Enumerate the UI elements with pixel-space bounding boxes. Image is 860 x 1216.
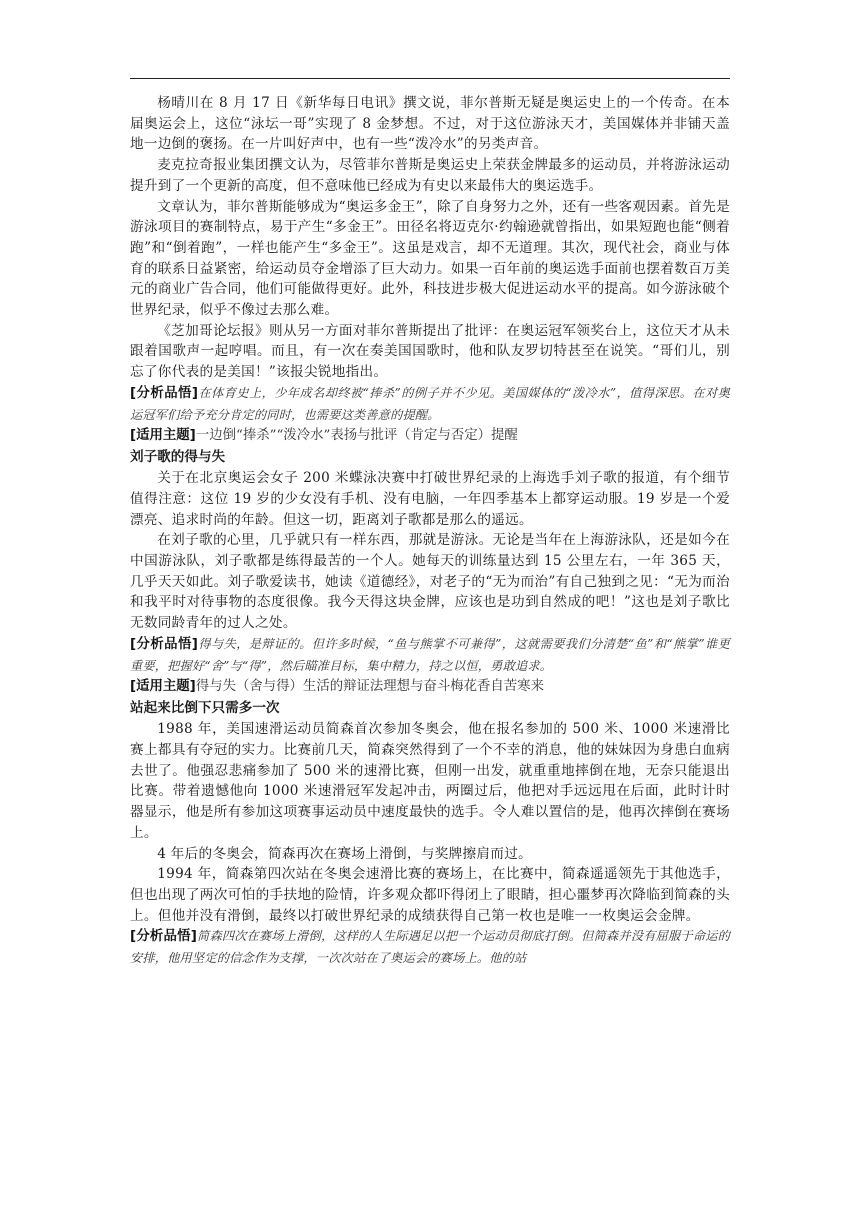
analysis-text: 得与失，是辩证的。但许多时候，“鱼与熊掌不可兼得”，这就需要我们分清楚“鱼”和“熊掌”谁更重要，把握好“舍”与“得”，然后瞄准目标，集中精力，持之以恒，勇敢追求。 — [130, 636, 730, 673]
theme-note — [130, 676, 730, 697]
analysis-text: 在体育史上，少年成名却终被“捧杀”的例子并不少见。美国媒体的“泼冷水”，值得深思。在对奥运冠军们给予充分肯定的同时，也需要这类善意的提醒。 — [130, 385, 730, 422]
analysis-text: 简森四次在赛场上滑倒，这样的人生际遇足以把一个运动员彻底打倒。但简森并没有屈服于命运的安排，他用坚定的信念作为支撑，一次次站在了奥运会的赛场上。他的站 — [130, 929, 730, 966]
header-rule — [130, 78, 730, 79]
section-title: 站起来比倒下只需多一次 — [130, 700, 280, 717]
analysis-tag: [分析品悟] — [130, 929, 198, 945]
analysis-note — [130, 634, 730, 676]
section-phelps — [130, 93, 730, 446]
paragraph: 1988 年，美国速滑运动员简森首次参加冬奥会，他在报名参加的 500 米、1000 米速滑比赛上都具有夺冠的实力。比赛前几天，简森突然得到了一个不幸的消息，他的妹妹因为身患白血病去世了。他强忍悲痛参加了 500 米的速滑比赛，但刚一出发，就重重地摔倒在地，无奈只能退出比赛。带着遗憾他向 1000 米速滑冠军发起冲击，两圈过后，他把对手远远甩在后面，此时计时器显示，他是所有参加这项赛事运动员中速度最快的选手。令人难以置信的是，他再次摔倒在赛场上。 — [130, 721, 730, 841]
theme-note — [130, 425, 730, 446]
paragraph: 《芝加哥论坛报》则从另一方面对菲尔普斯提出了批评：在奥运冠军领奖台上，这位天才从未跟着国歌声一起哼唱。而且，有一次在奏美国国歌时，他和队友罗切特甚至在说笑。“哥们儿，别忘了你代表的是美国！”该报尖锐地指出。 — [130, 322, 730, 381]
paragraph: 关于在北京奥运会女子 200 米蝶泳决赛中打破世界纪录的上海选手刘子歌的报道，有个细节值得注意：这位 19 岁的少女没有手机、没有电脑，一年四季基本上都穿运动服。19 岁是一个爱漂亮、追求时尚的年龄。但这一切，距离刘子歌都是那么的遥远。 — [130, 470, 730, 528]
paragraph: 文章认为，菲尔普斯能够成为“奥运多金王”，除了自身努力之外，还有一些客观因素。首先是游泳项目的赛制特点，易于产生“多金王”。田径名将迈克尔·约翰逊就曾指出，如果短跑也能“侧着跑”和“倒着跑”，一样也能产生“多金王”。这虽是戏言，却不无道理。其次，现代社会，商业与体育的联系日益紧密，给运动员夺金增添了巨大动力。如果一百年前的奥运选手面前也摆着数百万美元的商业广告合同，他们可能做得更好。此外，科技进步极大促进运动水平的提高。如今游泳破个世界纪录，似乎不像过去那么难。 — [130, 198, 730, 319]
section-title: 刘子歌的得与失 — [130, 449, 226, 466]
paragraph: 麦克拉奇报业集团撰文认为，尽管菲尔普斯是奥运史上荣获金牌最多的运动员，并将游泳运动提升到了一个更新的高度，但不意味他已经成为有史以来最伟大的奥运选手。 — [130, 157, 730, 194]
paragraph: 1994 年，简森第四次站在冬奥会速滑比赛的赛场上，在比赛中，简森遥遥领先于其他选手，但也出现了两次可怕的手扶地的险情，许多观众都吓得闭上了眼睛，担心噩梦再次降临到简森的头上。但他并没有滑倒，最终以打破世界纪录的成绩获得自己第一枚也是唯一一枚奥运会金牌。 — [130, 866, 730, 924]
section-jansen — [130, 697, 730, 968]
paragraph: 杨晴川在 8 月 17 日《新华每日电讯》撰文说，菲尔普斯无疑是奥运史上的一个传奇。在本届奥运会上，这位“泳坛一哥”实现了 8 金梦想。不过，对于这位游泳天才，美国媒体并非铺天盖地一边倒的褒扬。在一片叫好声中，也有一些“泼冷水”的另类声音。 — [130, 95, 730, 153]
section-liu-zige — [130, 446, 730, 697]
theme-tag: [适用主题] — [130, 679, 196, 695]
document-page — [130, 60, 730, 969]
analysis-note — [130, 926, 730, 968]
paragraph: 在刘子歌的心里，几乎就只有一样东西，那就是游泳。无论是当年在上海游泳队，还是如今在中国游泳队，刘子歌都是练得最苦的一个人。她每天的训练量达到 15 公里左右，一年 365 天，几乎天天如此。刘子歌爱读书，她读《道德经》，对老子的“无为而治”有自己独到之见：“无为而治和我平时对待事物的态度很像。我今天得这块金牌，应该也是功到自然成的吧！”这也是刘子歌比无数同龄青年的过人之处。 — [130, 532, 730, 632]
paragraph: 4 年后的冬奥会，简森再次在赛场上滑倒，与奖牌擦肩而过。 — [157, 845, 532, 862]
analysis-tag: [分析品悟] — [130, 636, 199, 652]
analysis-note — [130, 383, 730, 425]
analysis-tag: [分析品悟] — [130, 385, 199, 401]
theme-tag: [适用主题] — [130, 428, 196, 444]
theme-text: 一边倒“捧杀”“泼冷水”表扬与批评（肯定与否定）提醒 — [195, 428, 518, 444]
theme-text: 得与失（舍与得）生活的辩证法理想与奋斗梅花香自苦寒来 — [195, 679, 544, 695]
